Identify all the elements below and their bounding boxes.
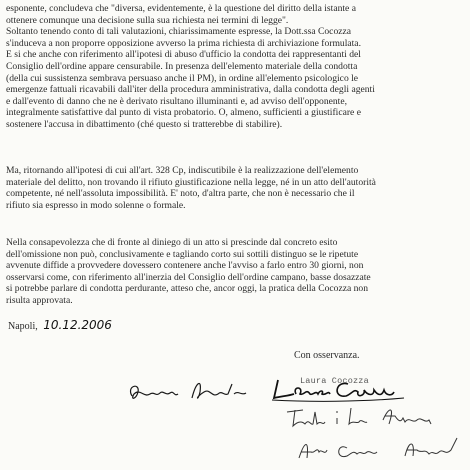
text-line: materiale del delitto, non trovando il rifiuto giustificazione nella legge, né in un atto dell'autorità: [6, 176, 376, 188]
handwritten-note: [285, 400, 465, 470]
text-line: emergenze fattuali ricavabili dall'iter della procedura amministrativa, dalla condotta degli agenti: [6, 84, 375, 96]
text-line: competente, né nell'assoluta impossibilità. E' noto, d'altra parte, che non è necessario che il: [6, 188, 355, 200]
text-line: Soltanto tenendo conto di tali valutazioni, chiarissimamente espresse, la Dott.ssa Cocozza: [6, 26, 352, 38]
text-line: s'induceva a non proporre opposizione avverso la prima richiesta di archiviazione formulata.: [6, 37, 361, 49]
text-line: e dall'evento di danno che ne è derivato risultano illuminanti e, ad avviso dell'opponente,: [6, 95, 348, 107]
text-line: risulta approvata.: [6, 294, 73, 306]
text-line: (della cui sussistenza sembrava persuaso anche il PM), in ordine all'elemento psicologico le: [6, 72, 359, 84]
text-line: si potrebbe parlare di condotta perdurante, atteso che, ancor oggi, la pratica della Cocozza non: [6, 283, 369, 295]
paragraph-2: [6, 165, 458, 211]
text-line: Consiglio dell'ordine appare censurabile. In presenza dell'elemento materiale della condotta: [6, 60, 358, 72]
text-line: dell'omissione non può, conclusivamente e tagliando corto sui sottili distinguo se le ripetute: [6, 248, 359, 260]
text-line: osservarsi come, con riferimento all'inerzia del Consiglio dell'ordine campano, basse dosazzate: [6, 271, 371, 283]
text-line: sostenere l'accusa in dibattimento (ché questo si tratterebbe di stabilire).: [6, 118, 283, 130]
text-line: rifiuto sia espresso in modo solenne o formale.: [6, 199, 186, 211]
text-line: Nella consapevolezza che di fronte al diniego di un atto si prescinde dal concreto esito: [6, 237, 338, 248]
paragraph-3: [6, 237, 458, 307]
text-line: E si che anche con riferimento all'ipotesi di abuso d'ufficio la condotta dei rappresentanti del: [6, 49, 361, 61]
paragraph-1: [6, 3, 458, 131]
typed-signatory-name: Laura Cocozza: [300, 376, 369, 386]
text-line: Ma, ritornando all'ipotesi di cui all'art. 328 Cp, indiscutibile è la realizzazione dell'elemento: [6, 165, 359, 176]
place-date: [8, 318, 112, 332]
signature-left: [122, 372, 272, 412]
text-line: avvenute diffide a provvedere dovessero contenere anche l'avviso a farlo entro 30 giorni, non: [6, 260, 364, 272]
closing-text: Con osservanza.: [294, 350, 360, 361]
text-line: integralmente satisfattive dal punto di vista probatorio. O, almeno, sufficienti a giustificare e: [6, 107, 361, 119]
text-line: esponente, concludeva che "diversa, evidentemente, è la questione del diritto della istante a: [6, 3, 356, 14]
text-line: ottenere comunque una decisione sulla sua richiesta nei termini di legge".: [6, 14, 289, 26]
handwritten-date: 10.12.2006: [43, 318, 112, 332]
place-label: Napoli,: [8, 321, 38, 332]
